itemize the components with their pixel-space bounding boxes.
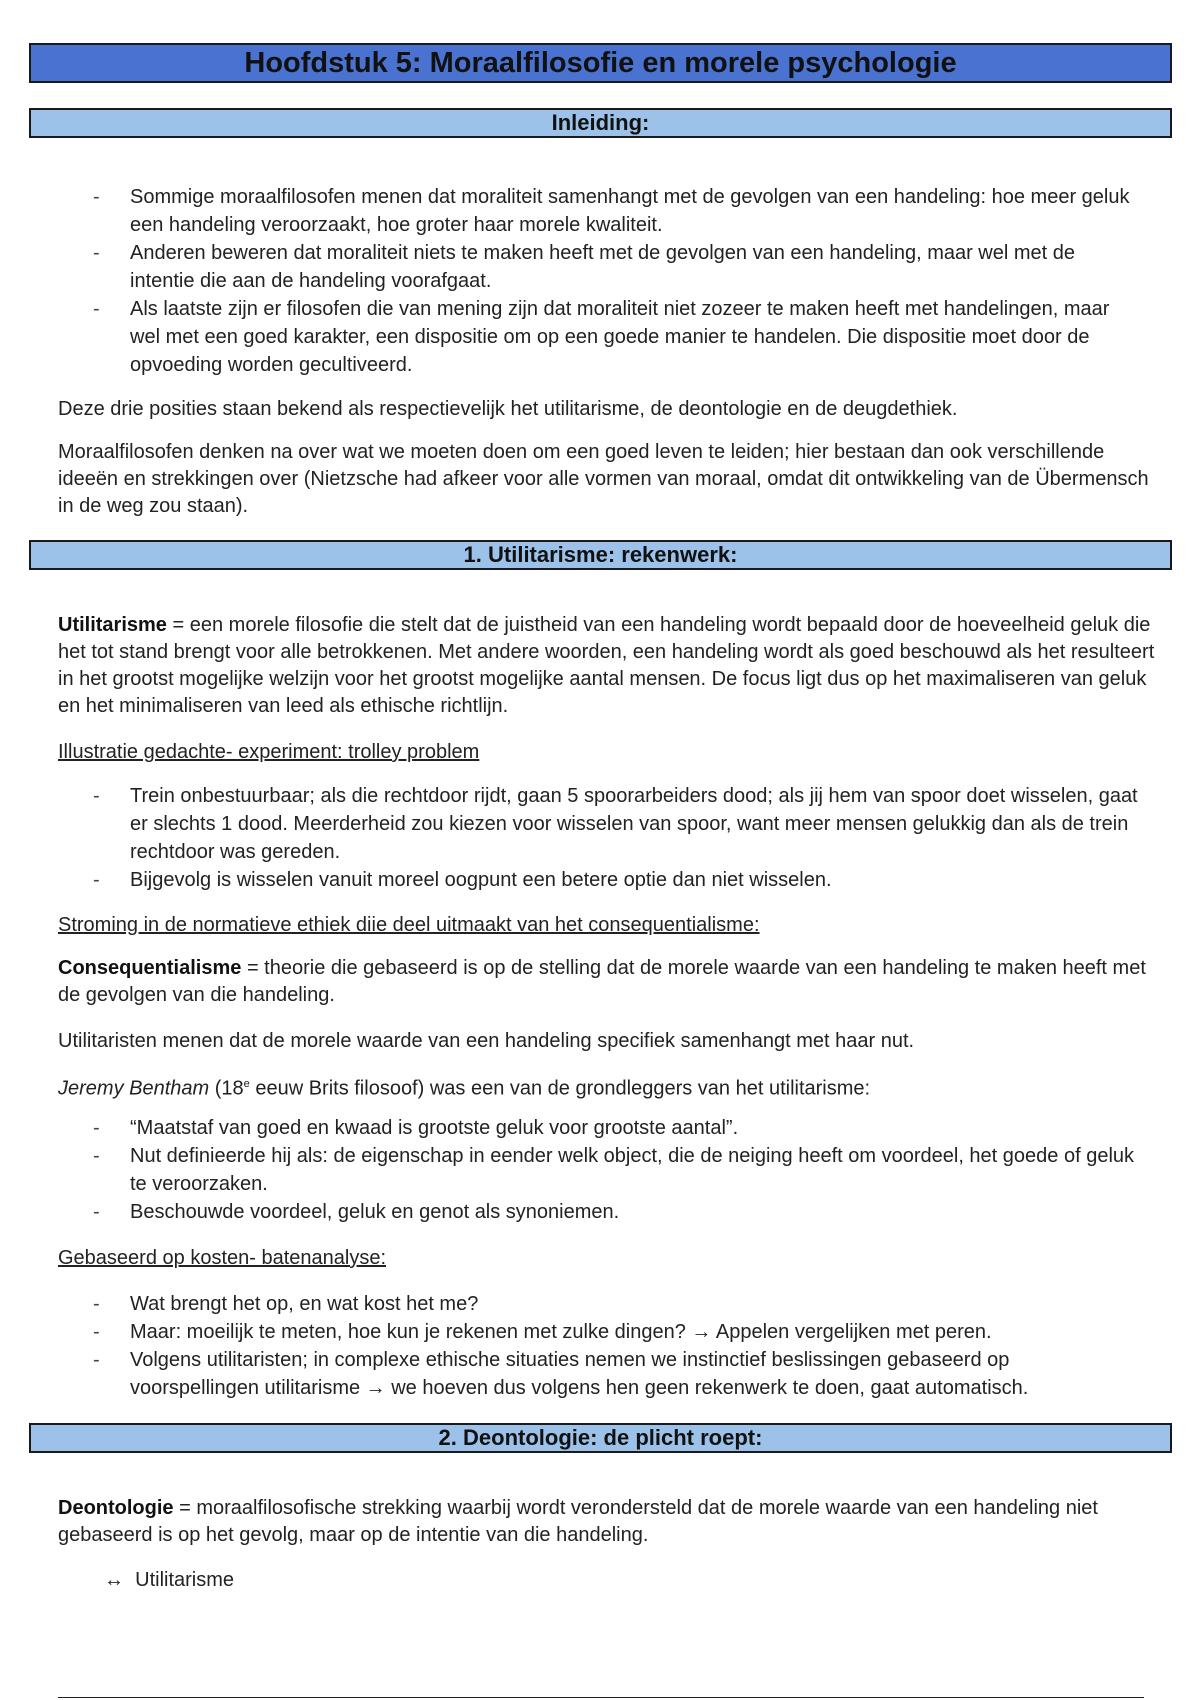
list-item: - Anderen beweren dat moraliteit niets te maken heeft met de gevolgen van een handeling, maar wel met de intentie die aan de handeling voorafgaat.: [93, 242, 1076, 292]
list-item: - “Maatstaf van goed en kwaad is grootste geluk voor grootste aantal”.: [93, 1117, 739, 1139]
section-heading-deontologie: 2. Deontologie: de plicht roept:: [29, 1423, 1172, 1453]
bentham-name: Jeremy Bentham: [58, 1077, 210, 1100]
list-item: - Volgens utilitaristen; in complexe ethische situaties nemen we instinctief beslissingen gebaseerd op voorspellingen utilitarisme → we hoeven dus volgens hen geen rekenwerk te doen, gaat automatisch.: [93, 1349, 1029, 1399]
inleiding-paragraph-moraalfilosofen: Moraalfilosofen denken na over wat we moeten doen om een goed leven te leiden; hier bestaan dan ook verschillende ideeën en strekkingen over (Nietzsche had afkeer voor alle vormen van moraal, omdat dit ontwikkeling van de Übermensch in de weg zou staan).: [58, 441, 1149, 517]
kosten-heading: Gebaseerd op kosten- batenanalyse:: [58, 1247, 386, 1269]
bentham-bullet-list: [0, 1114, 1200, 1226]
definition-term: Utilitarisme: [58, 614, 167, 636]
left-right-arrow-icon: ↔: [104, 1569, 124, 1591]
list-item: - Sommige moraalfilosofen menen dat moraliteit samenhangt met de gevolgen van een handeling: hoe meer geluk een handeling veroorzaakt, hoe groter haar morele kwaliteit.: [93, 186, 1130, 236]
kosten-bullet-list: [0, 1290, 1200, 1402]
chapter-title: Hoofdstuk 5: Moraalfilosofie en morele psychologie: [29, 43, 1172, 83]
bentham-paragraph: Jeremy Bentham (18e eeuw Brits filosoof) was een van de grondleggers van het utilitarisme:: [58, 1077, 871, 1100]
section-heading-utilitarisme: 1. Utilitarisme: rekenwerk:: [29, 540, 1172, 570]
section-heading-inleiding: Inleiding:: [29, 108, 1172, 138]
list-item: - Beschouwde voordeel, geluk en genot als synoniemen.: [93, 1201, 620, 1223]
list-item: - Trein onbestuurbaar; als die rechtdoor rijdt, gaan 5 spoorarbeiders dood; als jij hem van spoor doet wisselen, gaat er slechts 1 dood. Meerderheid zou kiezen voor wisselen van spoor, want meer mensen gelukkig dan als de trein rechtdoor was gereden.: [93, 785, 1138, 863]
inleiding-bullet-list: [0, 183, 1200, 379]
consequentialisme-definition: Consequentialisme = theorie die gebaseerd is op de stelling dat de morele waarde van een handeling te maken heeft met de gevolgen van die handeling.: [58, 957, 1146, 1006]
utilitaristen-paragraph: Utilitaristen menen dat de morele waarde van een handeling specifiek samenhangt met haar nut.: [58, 1030, 915, 1052]
list-item: - Wat brengt het op, en wat kost het me?: [93, 1293, 479, 1315]
contrast-line: ↔ Utilitarisme: [104, 1569, 235, 1591]
definition-term: Deontologie: [58, 1497, 174, 1519]
list-item: - Als laatste zijn er filosofen die van mening zijn dat moraliteit niet zozeer te maken heeft met handelingen, maar wel met een goed karakter, een dispositie om op een goede manier te handelen. Die dispositie moet door de opvoeding worden gecultiveerd.: [93, 298, 1110, 376]
inleiding-paragraph-positions: Deze drie posities staan bekend als respectievelijk het utilitarisme, de deontologie en de deugdethiek.: [58, 398, 958, 420]
definition-term: Consequentialisme: [58, 957, 242, 979]
bottom-divider: [58, 1697, 1144, 1698]
stroming-heading: Stroming in de normatieve ethiek diie deel uitmaakt van het consequentialisme:: [58, 914, 760, 936]
list-item: - Bijgevolg is wisselen vanuit moreel oogpunt een betere optie dan niet wisselen.: [93, 869, 832, 891]
utilitarisme-definition: Utilitarisme = een morele filosofie die stelt dat de juistheid van een handeling wordt bepaald door de hoeveelheid geluk die het tot stand brengt voor alle betrokkenen. Met andere woorden, een handeling wordt als goed beschouwd als het resulteert in het grootst mogelijke welzijn voor het grootst mogelijke aantal mensen. De focus ligt dus op het maximaliseren van geluk en het minimaliseren van leed als ethische richtlijn.: [58, 614, 1155, 717]
trolley-bullet-list: [0, 782, 1200, 894]
list-item: - Nut definieerde hij als: de eigenschap in eender welk object, die de neiging heeft om voordeel, het goede of geluk te veroorzaken.: [93, 1145, 1135, 1195]
list-item: - Maar: moeilijk te meten, hoe kun je rekenen met zulke dingen? → Appelen vergelijken met peren.: [93, 1321, 992, 1343]
trolley-heading: Illustratie gedachte- experiment: trolley problem: [58, 741, 480, 763]
deontologie-definition: Deontologie = moraalfilosofische strekking waarbij wordt verondersteld dat de morele waarde van een handeling niet gebaseerd is op het gevolg, maar op de intentie van die handeling.: [58, 1497, 1098, 1546]
